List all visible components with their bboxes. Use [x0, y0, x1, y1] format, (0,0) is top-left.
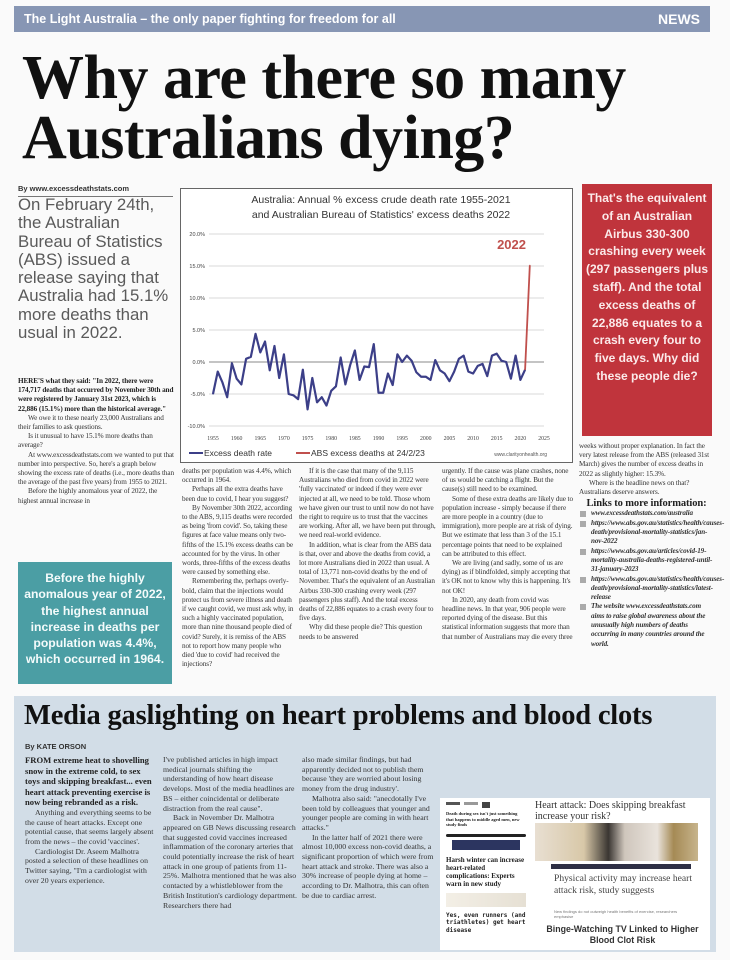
data-point — [520, 379, 521, 380]
data-point — [468, 371, 469, 372]
y-tick-label: 10.0% — [189, 296, 205, 302]
clip-subtitle: New findings do not outweigh health benefits of exercise, researchers emphasise — [554, 909, 678, 919]
data-point — [236, 378, 237, 379]
paragraph: weeks without proper explanation. In fact the very latest release from the ABS (released 31st March) gives the number of excess deaths in 2022 as slightly higher: 15.3%. — [579, 442, 710, 478]
data-point — [331, 390, 332, 391]
data-point — [458, 358, 459, 359]
clip-headline-6: Binge-Watching TV Linked to Higher Blood Clot Risk — [546, 924, 699, 945]
paragraph: I've published articles in high impact medical journals shifting the understanding of how heart disease develops. Most of the media headlines are BS – either coincidental or deliberate distraction from the real cause". — [163, 755, 295, 813]
data-point — [274, 345, 275, 346]
x-tick-label: 1965 — [254, 436, 267, 442]
paragraph: Some of these extra deaths are likely due to population increase - simply because if there are more people in a country (due to immigration), more people are at risk of dying. But we estimate that less than 3 of the 15.1 percentage points that need to be explained can be attributed to this effect. — [442, 494, 573, 558]
link-item[interactable]: https://www.abs.gov.au/statistics/health/causes-death/provisional-mortality-statistics/jan-nov-2022 — [579, 519, 714, 547]
logo-mark — [482, 802, 490, 808]
chart-annotation-2022: 2022 — [497, 237, 526, 252]
data-point — [368, 367, 369, 368]
paragraph: Where is the headline news on that? Australians deserve answers. — [579, 478, 690, 497]
pullquote-teal: Before the highly anomalous year of 2022, the highest annual increase in deaths per population was 4.4%, which occurred in 1964. — [18, 562, 172, 684]
clip-image-small — [446, 893, 526, 907]
clip-dark-bar — [551, 864, 691, 869]
data-point — [354, 350, 355, 351]
data-point — [477, 365, 478, 366]
paragraph: We owe it to these nearly 23,000 Australians and their families to ask questions. — [18, 413, 164, 432]
x-tick-label: 2010 — [467, 436, 479, 442]
section2-lead: FROM extreme heat to shovelling snow in the extreme cold, to sex toys and skipping breakfast... even heart attack preventing exercise is now being rebranded as a risk. — [25, 755, 152, 808]
paragraph: Before the highly anomalous year of 2022, the highest annual increase in — [18, 487, 158, 505]
data-point — [307, 409, 308, 410]
data-point — [246, 358, 247, 359]
x-tick-label: 2020 — [514, 436, 527, 442]
data-point — [302, 369, 303, 370]
pullquote-red: That's the equivalent of an Australian Airbus 330-300 crashing every week (297 passengers plus staff). And the total excess deaths of 22,886 equates to a crash every four to five days. Why did these people die? — [582, 184, 712, 436]
section2-byline: By KATE ORSON — [25, 742, 87, 751]
data-point — [402, 361, 403, 362]
data-point — [227, 397, 228, 398]
data-point — [293, 395, 294, 396]
masthead-bar — [14, 6, 710, 32]
clip-headline-3: Yes, even runners (and triathletes) get heart disease — [446, 911, 526, 934]
paragraph: deaths per population was 4.4%, which occurred in 1964. — [182, 467, 292, 485]
headline-line: Why are there so many — [22, 44, 626, 112]
byline: By www.excessdeathstats.com — [18, 184, 173, 197]
y-tick-label: -10.0% — [187, 424, 205, 430]
article-column-3 — [442, 467, 573, 642]
paragraph: By November 30th 2022, according to the ABS, 9,115 deaths were recorded as being 'from covid'. So, taking these figures at face value means only two-fifths of the 15.1% excess deaths can be accounted for by the virus. In other words, three-fifths of the excess deaths were caused by something else. — [182, 503, 293, 577]
data-point — [345, 384, 346, 385]
data-point — [340, 357, 341, 358]
data-point — [529, 265, 530, 266]
section2-title: Media gaslighting on heart problems and blood clots — [24, 700, 653, 731]
data-point — [430, 379, 431, 380]
data-point — [435, 359, 436, 360]
article-column-4 — [579, 442, 725, 649]
x-tick-label: 2025 — [538, 436, 550, 442]
divider — [446, 834, 526, 837]
data-point — [217, 371, 218, 372]
data-point — [316, 402, 317, 403]
paragraph: Remembering the, perhaps overly-bold, claim that the injections would protect us from severe illness and death if we caught covid, we must ask why, in such a highly vaccinated population, more than nine thousand people died of covid? Surely, it is remiss of the ABS not to report how many people who died 'due to covid' had received the injections? — [182, 577, 294, 669]
article-column-left — [18, 377, 176, 506]
chart-svg — [181, 189, 571, 461]
data-point — [392, 384, 393, 385]
data-point — [283, 354, 284, 355]
x-tick-label: 2000 — [419, 436, 432, 442]
data-point — [212, 393, 213, 394]
clip-logos — [446, 802, 526, 808]
data-point — [359, 379, 360, 380]
masthead-title: The Light Australia – the only paper fighting for freedom for all — [24, 12, 396, 26]
data-point — [501, 360, 502, 361]
data-point — [397, 354, 398, 355]
paragraph: Why did these people die? This question needs to be answered — [299, 623, 422, 641]
data-point — [288, 393, 289, 394]
y-tick-label: 0.0% — [192, 360, 205, 366]
data-point — [416, 372, 417, 373]
clip-left-column — [446, 802, 526, 934]
links-list — [579, 509, 725, 648]
headline-collage — [440, 798, 710, 950]
paragraph: In addition, what is clear from the ABS data is that, over and above the deaths from covid, a lot more Australians died in 2022 than usual. A total of 13,771 non-covid deaths by the end of November. That's the equivalent of an Australian Airbus 330-300 crashing every week (297 passengers plus staff). And the total excess deaths of 22,886 equates to a crash every four to five days. — [299, 540, 435, 623]
excess-death-chart — [180, 188, 573, 463]
chart-source: www.clarityonhealth.org — [494, 452, 547, 458]
chart-title: Australia: Annual % excess crude death rate 1955-2021 — [251, 194, 511, 206]
logo-mark — [446, 802, 460, 805]
legend-label-excess: Excess death rate — [204, 448, 273, 458]
data-point — [350, 365, 351, 366]
paragraph: urgently. If the cause was plane crashes, none of us would be catching a flight. But the cause(s) still need to be examined. — [442, 467, 569, 494]
data-point — [506, 361, 507, 362]
headline — [22, 44, 722, 172]
lede: On February 24th, the Australian Bureau of Statistics (ABS) issued a release saying that Australia had 15.1% more deaths than usual in 2022. — [18, 195, 169, 343]
links-heading: Links to more information: — [586, 498, 707, 510]
series-line-abs-excess-deaths — [525, 265, 530, 369]
data-point — [496, 353, 497, 354]
clip-headline-5: Physical activity may increase heart attack risk, study suggests — [554, 873, 692, 896]
data-point — [326, 405, 327, 406]
clip-headline-1: Death during sex isn't just something that happens to middle aged men, new study finds — [446, 811, 520, 827]
x-tick-label: 1990 — [372, 436, 385, 442]
data-point — [449, 381, 450, 382]
x-tick-label: 1975 — [301, 436, 314, 442]
data-point — [472, 373, 473, 374]
link-item[interactable]: https://www.abs.gov.au/statistics/health/causes-death/provisional-mortality-statistics/latest-release — [579, 575, 714, 603]
data-point — [321, 397, 322, 398]
data-point — [250, 356, 251, 357]
headline-line: Australians dying? — [22, 104, 515, 172]
article-column-1 — [182, 467, 294, 669]
paragraph: In the latter half of 2021 there were almost 10,000 excess non-covid deaths, a significant proportion of which were from heart attack and stroke. There was also a 30% increase of people dying at home – according to Dr. Malhotra, this can often be due to cardiac arrest. — [302, 832, 434, 900]
paragraph: At www.excessdeathstats.com we wanted to put that number into perspective. So, here's a graph below showing the excess rate of deaths (i.e., more deaths than the average of the past five years) from 1955 to 2021. — [18, 450, 174, 487]
paragraph: Perhaps all the extra deaths have been due to covid, I hear you suggest? — [182, 485, 289, 503]
data-point — [420, 376, 421, 377]
x-tick-label: 1955 — [207, 436, 219, 442]
link-item[interactable]: https://www.abs.gov.au/articles/covid-19-mortality-australia-deaths-registered-until-31-january-2023 — [579, 547, 714, 575]
x-tick-label: 1970 — [278, 436, 290, 442]
section2-column-2 — [163, 755, 297, 910]
data-point — [515, 355, 516, 356]
data-point — [335, 386, 336, 387]
data-point — [510, 378, 511, 379]
data-point — [524, 369, 525, 370]
series-line-excess-death-rate — [213, 334, 525, 410]
paragraph: Is it unusual to have 15.1% more deaths than average? — [18, 432, 153, 450]
y-tick-label: 15.0% — [189, 264, 205, 270]
link-item: The website www.excessdeathstats.com aims to raise global awareness about the unusually high numbers of deaths occurring in many countries around the world. — [579, 602, 714, 648]
data-point — [387, 373, 388, 374]
paragraph: If it is the case that many of the 9,115 Australians who died from covid in 2022 were 'fully vaccinated' or indeed if they were ever injected at all, we need to be told. Those whom we have given our trust to until now do not have the right to require us to trust that the vaccines are working. After all, we have been put through, we need real-world evidence. — [299, 467, 436, 540]
x-tick-label: 1995 — [396, 436, 408, 442]
data-point — [241, 384, 242, 385]
data-point — [255, 333, 256, 334]
paragraph: also made similar findings, but had apparently decided not to publish them because 'they are worried about losing money from the drug industry'. — [302, 755, 424, 794]
data-point — [463, 355, 464, 356]
data-point — [411, 360, 412, 361]
x-tick-label: 1985 — [349, 436, 361, 442]
x-tick-label: 1960 — [230, 436, 243, 442]
data-point — [425, 376, 426, 377]
data-point — [298, 399, 299, 400]
data-point — [444, 373, 445, 374]
x-tick-label: 1980 — [325, 436, 338, 442]
paragraph: Back in November Dr. Malhotra appeared on GB News discussing research that suggested covid vaccines increased inflammation of the coronary arteries that could potentially increase the risk of heart attack in one group of patients from 11-25%. Malhotra mentioned that he was also contacted by a whistleblower from the British Institution's cardiology department. Researchers there had — [163, 813, 297, 910]
clip-headline-2: Harsh winter can increase heart-related complications: Experts warn in new study — [446, 855, 525, 888]
quote: HERE'S what they said: "In 2022, there were 174,717 deaths that occurred by November 30th and were registered by January 31st 2023, which is 22,886 (15.1%) more than the historical average." — [18, 377, 174, 413]
clip-headline-4: Heart attack: Does skipping breakfast increase your risk? — [535, 800, 686, 822]
paragraph: We are living (and sadly, some of us are dying) as if blindfolded, simply accepting that it's OK not to know why this is happening. It's not OK! — [442, 559, 571, 595]
data-point — [482, 363, 483, 364]
clip-banner — [452, 840, 520, 850]
section-label: NEWS — [658, 11, 700, 27]
paragraph: In 2020, any death from covid was headline news. In that year, 906 people were reported dying of the disease. But this statistical information suggests that more than that number of Australians may die every three — [442, 595, 573, 641]
x-tick-label: 2015 — [490, 436, 503, 442]
data-point — [260, 352, 261, 353]
section2-column-1 — [25, 755, 155, 886]
logo-mark — [464, 802, 478, 805]
data-point — [222, 382, 223, 383]
data-point — [364, 366, 365, 367]
legend-label-abs: ABS excess deaths at 24/2/23 — [311, 448, 425, 458]
data-point — [378, 392, 379, 393]
data-point — [373, 343, 374, 344]
data-point — [487, 375, 488, 376]
data-point — [269, 370, 270, 371]
y-tick-label: -5.0% — [190, 392, 205, 398]
data-point — [439, 370, 440, 371]
data-point — [231, 363, 232, 364]
data-point — [406, 355, 407, 356]
chart-subtitle: and Australian Bureau of Statistics' excess deaths 2022 — [251, 209, 511, 221]
article-column-2 — [299, 467, 436, 642]
data-point — [279, 377, 280, 378]
clip-photo — [535, 823, 698, 861]
paragraph: Cardiologist Dr. Aseem Malhotra posted a selection of these headlines on Twitter saying, "I'm a cardiologist with over 20 years experience. — [25, 846, 148, 885]
data-point — [491, 355, 492, 356]
paragraph: Malhotra also said: "anecdotally I've been told by colleagues that younger and younger people are coming in with heart attacks." — [302, 793, 430, 832]
x-tick-label: 2005 — [443, 436, 456, 442]
paragraph: Anything and everything seems to be the cause of heart attacks. Except one potential cause, that seems largely absent from the news – the covid 'vaccines'. — [25, 807, 154, 847]
data-point — [264, 341, 265, 342]
y-tick-label: 20.0% — [189, 232, 205, 238]
data-point — [383, 392, 384, 393]
link-item[interactable]: www.excessdeathstats.com/australia — [579, 509, 714, 518]
data-point — [454, 371, 455, 372]
section2-column-3 — [302, 755, 434, 901]
data-point — [312, 377, 313, 378]
y-tick-label: 5.0% — [192, 328, 205, 334]
